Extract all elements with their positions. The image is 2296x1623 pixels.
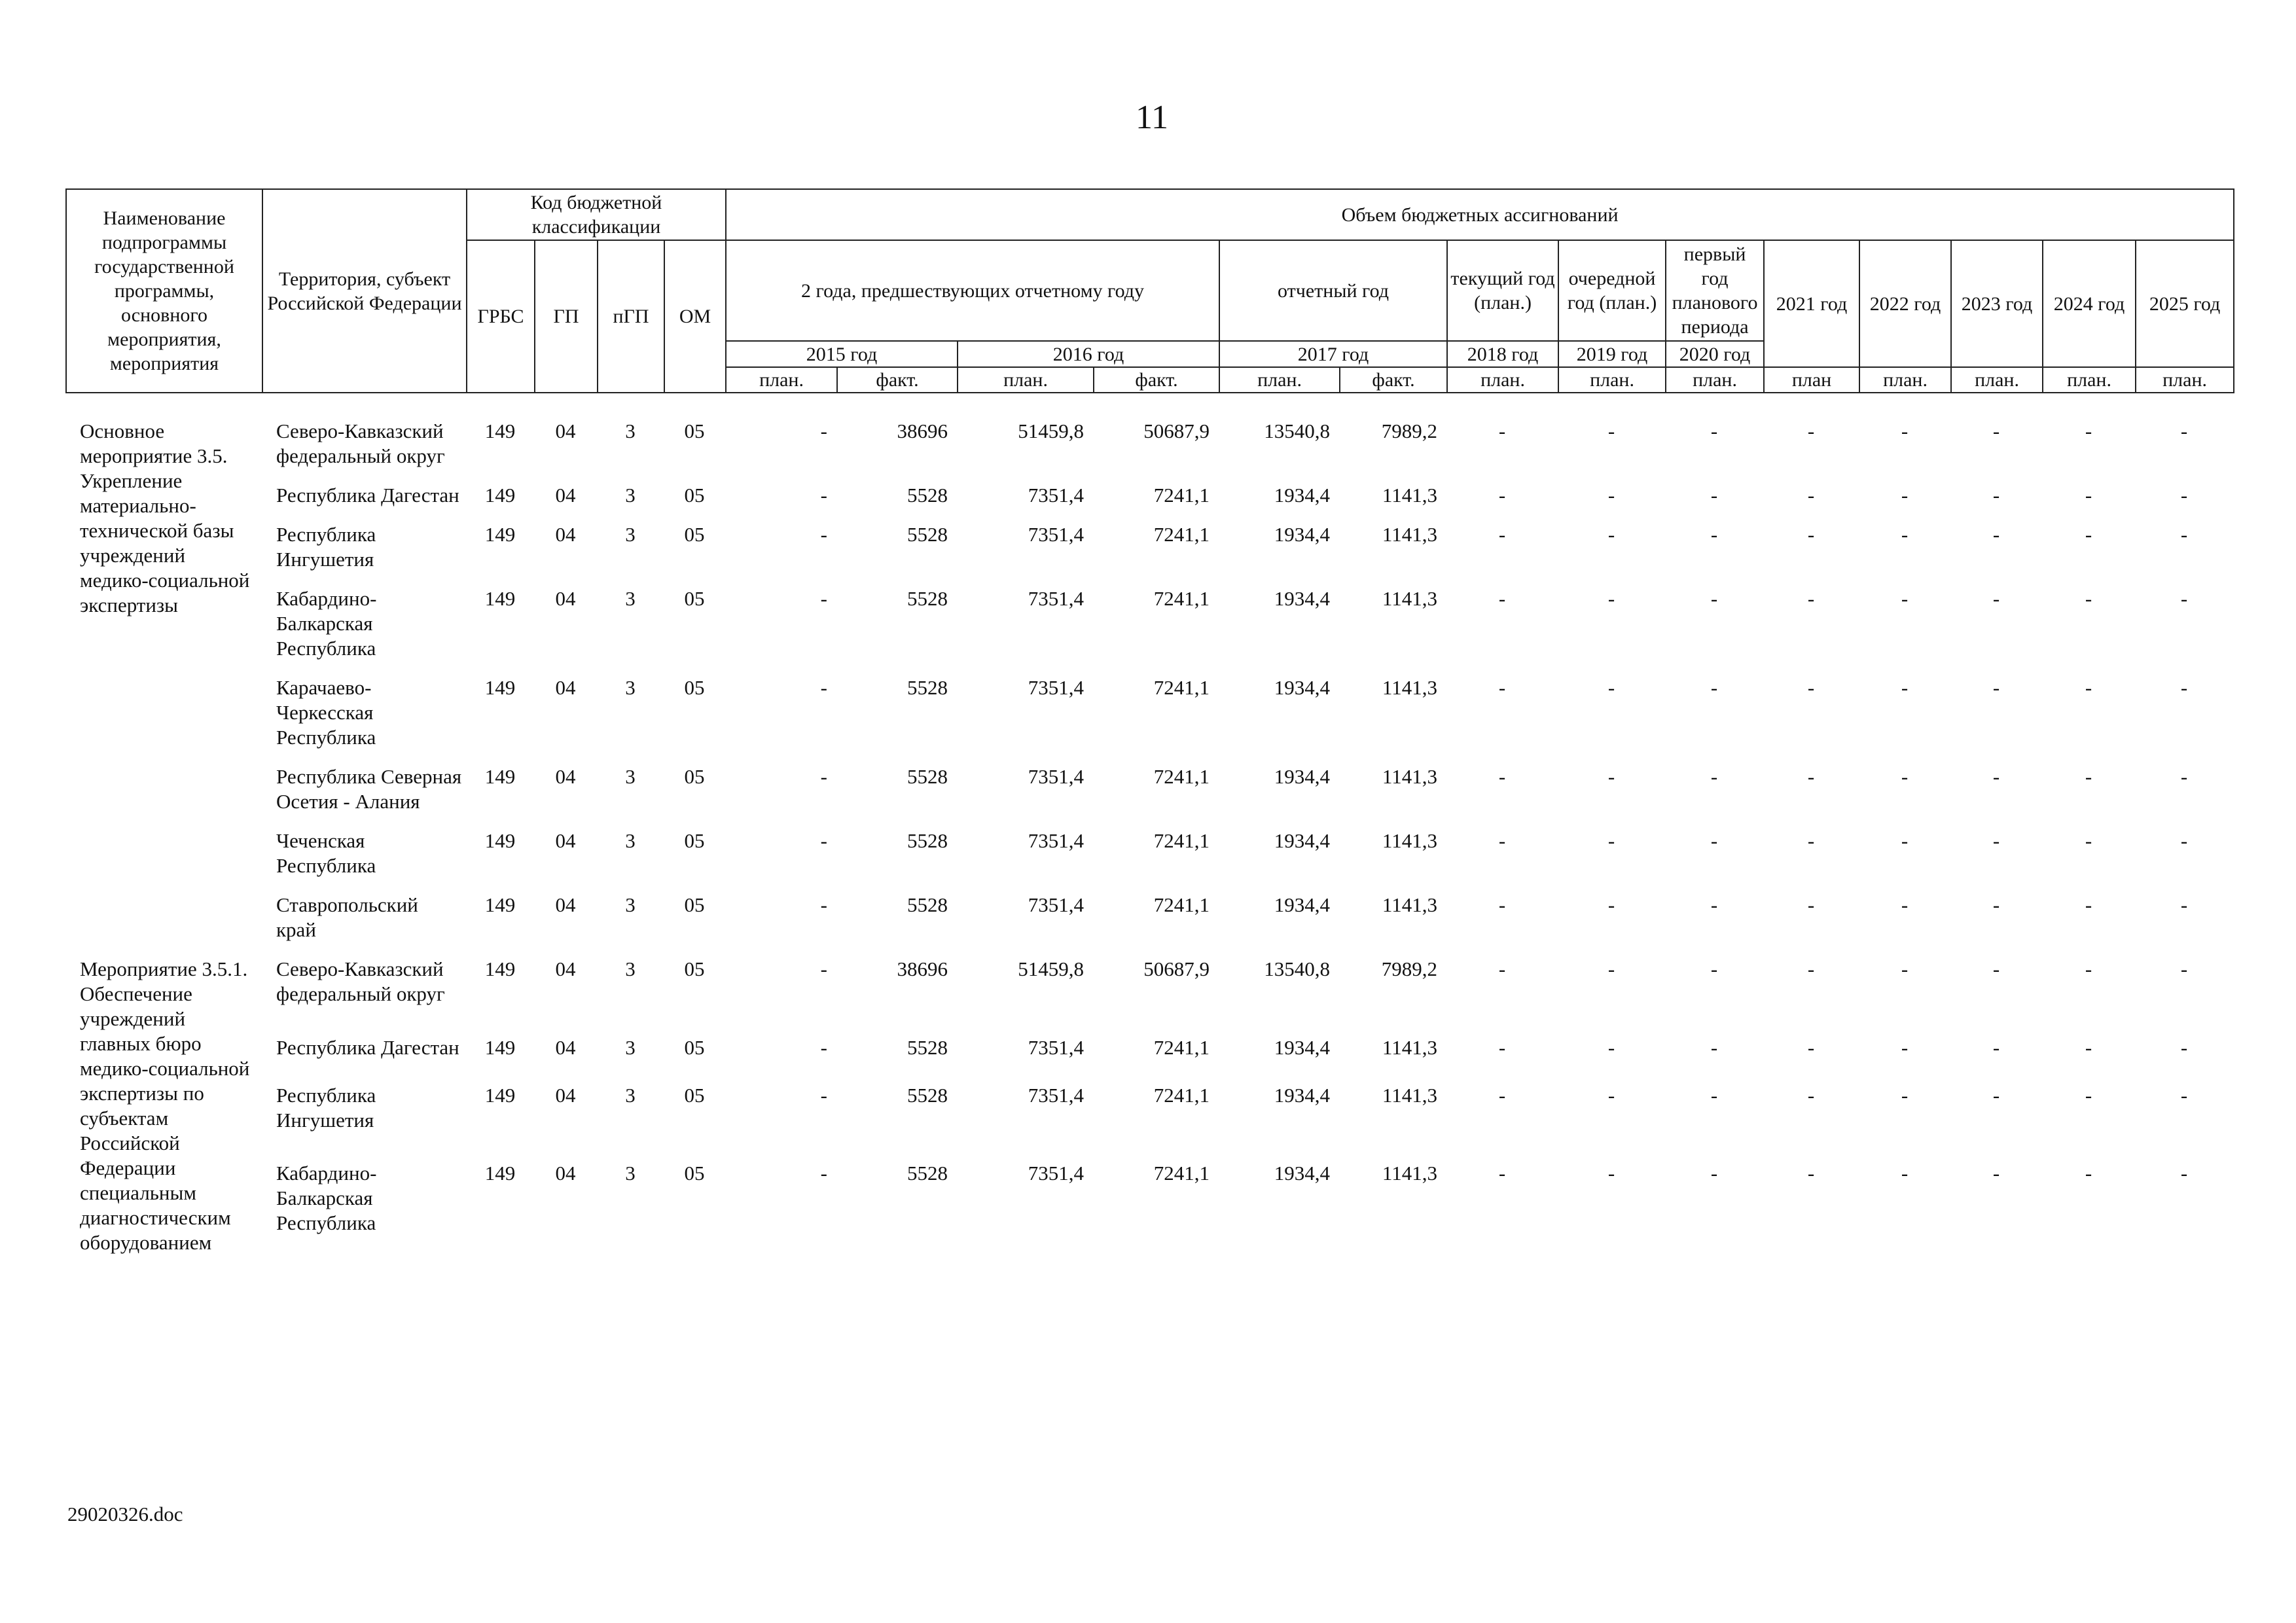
territory-cell: Республика Ингушетия	[276, 523, 376, 571]
header-col-name: Наименование подпрограммы государственной программы, основного мероприятия, мероприятия	[66, 189, 262, 393]
value-cell: 7989,2	[1381, 957, 1437, 980]
header-plan: план	[1764, 367, 1859, 393]
pgp-cell: 3	[625, 1162, 636, 1185]
value-cell: 1934,4	[1274, 1083, 1330, 1107]
territory-cell: Чеченская Республика	[276, 829, 376, 877]
value-cell: 7351,4	[1028, 484, 1084, 507]
value-cell: 5528	[907, 523, 948, 546]
value-cell: -	[1992, 829, 2000, 852]
value-cell: 1141,3	[1382, 587, 1437, 610]
value-cell: 7351,4	[1028, 587, 1084, 610]
value-cell: -	[1607, 893, 1615, 916]
value-cell: -	[1607, 1162, 1615, 1185]
value-cell: -	[1807, 587, 1815, 610]
value-cell: -	[2180, 523, 2188, 546]
value-cell: 5528	[907, 1035, 948, 1059]
value-cell: 1141,3	[1382, 523, 1437, 546]
table-row	[65, 764, 2233, 829]
value-cell: -	[2085, 484, 2092, 507]
om-cell: 05	[684, 419, 705, 442]
gp-cell: 04	[555, 1035, 576, 1059]
table-row	[65, 957, 2233, 1035]
value-cell: 1934,4	[1274, 829, 1330, 852]
value-cell: -	[1498, 1162, 1506, 1185]
value-cell: -	[1807, 893, 1815, 916]
header-pgp: пГП	[598, 240, 664, 393]
header-2017: 2017 год	[1219, 341, 1447, 367]
page-number: 11	[1135, 99, 1169, 136]
value-cell: -	[1901, 676, 1909, 699]
value-cell: -	[1710, 893, 1718, 916]
gp-cell: 04	[555, 676, 576, 699]
value-cell: -	[2180, 829, 2188, 852]
value-cell: -	[820, 1162, 827, 1185]
territory-cell: Ставропольский край	[276, 893, 418, 941]
value-cell: 7241,1	[1153, 829, 1210, 852]
header-prev-two-years: 2 года, предшествующих отчетному году	[726, 240, 1219, 341]
value-cell: -	[2180, 676, 2188, 699]
om-cell: 05	[684, 484, 705, 507]
value-cell: 7989,2	[1381, 419, 1437, 442]
value-cell: -	[1901, 1162, 1909, 1185]
value-cell: 5528	[907, 1162, 948, 1185]
measure-name: Основное мероприятие 3.5. Укрепление материально-технической базы учреждений медико-социальной экспертизы	[80, 419, 250, 616]
table-row	[65, 1035, 2233, 1083]
value-cell: 1141,3	[1382, 829, 1437, 852]
header-current-year: текущий год (план.)	[1447, 240, 1558, 341]
om-cell: 05	[684, 1083, 705, 1107]
value-cell: -	[1607, 957, 1615, 980]
header-2019: 2019 год	[1558, 341, 1666, 367]
value-cell: -	[1498, 419, 1506, 442]
value-cell: 1141,3	[1382, 1162, 1437, 1185]
value-cell: -	[1807, 765, 1815, 788]
territory-cell: Кабардино-Балкарская Республика	[276, 1162, 377, 1235]
header-2023: 2023 год	[1951, 240, 2043, 367]
header-plan: план.	[1951, 367, 2043, 393]
pgp-cell: 3	[625, 957, 636, 980]
value-cell: -	[820, 1035, 827, 1059]
value-cell: -	[1710, 1035, 1718, 1059]
header-2016: 2016 год	[958, 341, 1219, 367]
value-cell: -	[1992, 419, 2000, 442]
file-name: 29020326.doc	[67, 1503, 183, 1525]
value-cell: -	[1607, 676, 1615, 699]
table-body-rows	[65, 419, 2233, 1270]
value-cell: -	[2180, 1162, 2188, 1185]
value-cell: -	[2180, 765, 2188, 788]
measure-name: Мероприятие 3.5.1. Обеспечение учреждений главных бюро медико-социальной экспертизы по субъектам Российской Федерации специальным диагностическим оборудованием	[80, 957, 250, 1254]
value-cell: -	[820, 676, 827, 699]
value-cell: -	[820, 829, 827, 852]
pgp-cell: 3	[625, 484, 636, 507]
pgp-cell: 3	[625, 829, 636, 852]
grbs-cell: 149	[484, 1162, 516, 1185]
value-cell: -	[1498, 893, 1506, 916]
header-grbs: ГРБС	[467, 240, 535, 393]
value-cell: 5528	[907, 676, 948, 699]
table-row	[65, 1161, 2233, 1270]
value-cell: 50687,9	[1143, 957, 1210, 980]
value-cell: -	[1710, 765, 1718, 788]
value-cell: -	[2180, 893, 2188, 916]
header-fact: факт.	[1094, 367, 1219, 393]
om-cell: 05	[684, 829, 705, 852]
value-cell: 51459,8	[1018, 419, 1084, 442]
value-cell: 5528	[907, 765, 948, 788]
value-cell: 7241,1	[1153, 1035, 1210, 1059]
header-fact: факт.	[837, 367, 958, 393]
value-cell: -	[1807, 1035, 1815, 1059]
grbs-cell: 149	[484, 587, 516, 610]
value-cell: -	[2180, 484, 2188, 507]
value-cell: 5528	[907, 1083, 948, 1107]
value-cell: 5528	[907, 587, 948, 610]
value-cell: 1934,4	[1274, 523, 1330, 546]
value-cell: -	[1498, 676, 1506, 699]
value-cell: -	[2085, 893, 2092, 916]
value-cell: 38696	[897, 957, 948, 980]
territory-cell: Кабардино-Балкарская Республика	[276, 587, 377, 660]
value-cell: -	[1992, 893, 2000, 916]
gp-cell: 04	[555, 484, 576, 507]
value-cell: 1934,4	[1274, 676, 1330, 699]
value-cell: -	[820, 587, 827, 610]
value-cell: -	[2085, 829, 2092, 852]
header-code-group: Код бюджетной классификации	[467, 189, 726, 240]
header-2024: 2024 год	[2043, 240, 2136, 367]
grbs-cell: 149	[484, 829, 516, 852]
grbs-cell: 149	[484, 419, 516, 442]
value-cell: -	[1498, 587, 1506, 610]
om-cell: 05	[684, 1162, 705, 1185]
header-volume-group: Объем бюджетных ассигнований	[726, 189, 2234, 240]
value-cell: -	[2180, 957, 2188, 980]
value-cell: -	[1710, 523, 1718, 546]
value-cell: -	[1607, 1035, 1615, 1059]
table-row	[65, 829, 2233, 893]
header-plan: план.	[2043, 367, 2136, 393]
value-cell: 7351,4	[1028, 676, 1084, 699]
value-cell: -	[1992, 1035, 2000, 1059]
value-cell: -	[1807, 957, 1815, 980]
header-plan: план.	[1666, 367, 1764, 393]
value-cell: -	[820, 484, 827, 507]
grbs-cell: 149	[484, 1035, 516, 1059]
value-cell: -	[1992, 484, 2000, 507]
header-2025: 2025 год	[2136, 240, 2234, 367]
value-cell: -	[1901, 1083, 1909, 1107]
gp-cell: 04	[555, 829, 576, 852]
value-cell: 1934,4	[1274, 893, 1330, 916]
value-cell: -	[2085, 676, 2092, 699]
value-cell: 1934,4	[1274, 1035, 1330, 1059]
value-cell: -	[1992, 523, 2000, 546]
territory-cell: Северо-Кавказский федеральный округ	[276, 419, 445, 467]
value-cell: -	[1710, 1083, 1718, 1107]
value-cell: -	[1901, 484, 1909, 507]
territory-cell: Республика Дагестан	[276, 484, 459, 507]
pgp-cell: 3	[625, 587, 636, 610]
value-cell: -	[1498, 957, 1506, 980]
gp-cell: 04	[555, 893, 576, 916]
value-cell: -	[1901, 587, 1909, 610]
value-cell: -	[1607, 523, 1615, 546]
value-cell: -	[1901, 829, 1909, 852]
value-cell: -	[1807, 1162, 1815, 1185]
header-first-plan-year: первый год планового периода	[1666, 240, 1764, 341]
value-cell: 1141,3	[1382, 893, 1437, 916]
om-cell: 05	[684, 765, 705, 788]
value-cell: 1141,3	[1382, 676, 1437, 699]
value-cell: -	[2085, 523, 2092, 546]
value-cell: -	[1901, 957, 1909, 980]
header-plan: план.	[1219, 367, 1340, 393]
value-cell: -	[1992, 957, 2000, 980]
value-cell: 7351,4	[1028, 1162, 1084, 1185]
header-plan: план.	[1859, 367, 1951, 393]
value-cell: -	[1498, 523, 1506, 546]
value-cell: -	[2085, 587, 2092, 610]
value-cell: 7351,4	[1028, 765, 1084, 788]
value-cell: 1141,3	[1382, 484, 1437, 507]
header-2020: 2020 год	[1666, 341, 1764, 367]
header-plan: план.	[1447, 367, 1558, 393]
value-cell: -	[2180, 1083, 2188, 1107]
value-cell: 1934,4	[1274, 587, 1330, 610]
pgp-cell: 3	[625, 1083, 636, 1107]
value-cell: 1141,3	[1382, 1035, 1437, 1059]
value-cell: 7241,1	[1153, 1162, 1210, 1185]
value-cell: -	[1607, 1083, 1615, 1107]
grbs-cell: 149	[484, 1083, 516, 1107]
header-2022: 2022 год	[1859, 240, 1951, 367]
value-cell: -	[820, 893, 827, 916]
value-cell: -	[2085, 1162, 2092, 1185]
value-cell: -	[1807, 676, 1815, 699]
value-cell: 51459,8	[1018, 957, 1084, 980]
om-cell: 05	[684, 676, 705, 699]
value-cell: -	[1807, 523, 1815, 546]
om-cell: 05	[684, 893, 705, 916]
value-cell: -	[2180, 419, 2188, 442]
territory-cell: Республика Дагестан	[276, 1035, 459, 1059]
grbs-cell: 149	[484, 484, 516, 507]
pgp-cell: 3	[625, 523, 636, 546]
grbs-cell: 149	[484, 523, 516, 546]
header-next-year: очередной год (план.)	[1558, 240, 1666, 341]
value-cell: -	[1807, 1083, 1815, 1107]
value-cell: 7241,1	[1153, 1083, 1210, 1107]
value-cell: -	[1901, 419, 1909, 442]
value-cell: -	[1710, 587, 1718, 610]
value-cell: 7351,4	[1028, 1083, 1084, 1107]
value-cell: 1934,4	[1274, 765, 1330, 788]
om-cell: 05	[684, 957, 705, 980]
value-cell: -	[820, 957, 827, 980]
value-cell: 7351,4	[1028, 829, 1084, 852]
header-om: ОМ	[664, 240, 726, 393]
gp-cell: 04	[555, 957, 576, 980]
header-plan: план.	[726, 367, 837, 393]
value-cell: -	[1901, 523, 1909, 546]
value-cell: 7241,1	[1153, 765, 1210, 788]
value-cell: 7351,4	[1028, 893, 1084, 916]
value-cell: -	[1901, 765, 1909, 788]
value-cell: 7241,1	[1153, 676, 1210, 699]
header-gp: ГП	[535, 240, 598, 393]
gp-cell: 04	[555, 1083, 576, 1107]
value-cell: 5528	[907, 893, 948, 916]
value-cell: -	[820, 523, 827, 546]
om-cell: 05	[684, 523, 705, 546]
gp-cell: 04	[555, 419, 576, 442]
header-2021: 2021 год	[1764, 240, 1859, 367]
gp-cell: 04	[555, 1162, 576, 1185]
value-cell: -	[1498, 1083, 1506, 1107]
value-cell: -	[1901, 893, 1909, 916]
value-cell: -	[1710, 676, 1718, 699]
header-plan: план.	[2136, 367, 2234, 393]
value-cell: 7351,4	[1028, 523, 1084, 546]
value-cell: -	[1607, 484, 1615, 507]
pgp-cell: 3	[625, 419, 636, 442]
value-cell: -	[2085, 1083, 2092, 1107]
pgp-cell: 3	[625, 893, 636, 916]
header-plan: план.	[1558, 367, 1666, 393]
pgp-cell: 3	[625, 676, 636, 699]
value-cell: 38696	[897, 419, 948, 442]
value-cell: 1934,4	[1274, 1162, 1330, 1185]
value-cell: 7241,1	[1153, 523, 1210, 546]
gp-cell: 04	[555, 587, 576, 610]
table-row	[65, 522, 2233, 586]
header-plan: план.	[958, 367, 1094, 393]
grbs-cell: 149	[484, 893, 516, 916]
table-row	[65, 419, 2233, 483]
table-row	[65, 586, 2233, 675]
value-cell: 7241,1	[1153, 587, 1210, 610]
header-2018: 2018 год	[1447, 341, 1558, 367]
territory-cell: Карачаево-Черкесская Республика	[276, 676, 376, 749]
value-cell: -	[1498, 765, 1506, 788]
territory-cell: Северо-Кавказский федеральный округ	[276, 957, 445, 1005]
table-row	[65, 893, 2233, 957]
value-cell: -	[1498, 484, 1506, 507]
value-cell: -	[1901, 1035, 1909, 1059]
value-cell: -	[2085, 765, 2092, 788]
value-cell: -	[1710, 419, 1718, 442]
value-cell: -	[1498, 1035, 1506, 1059]
om-cell: 05	[684, 587, 705, 610]
pgp-cell: 3	[625, 1035, 636, 1059]
value-cell: -	[1710, 484, 1718, 507]
value-cell: -	[820, 765, 827, 788]
value-cell: -	[1607, 765, 1615, 788]
table-row	[65, 675, 2233, 764]
value-cell: -	[1710, 829, 1718, 852]
value-cell: -	[1992, 587, 2000, 610]
value-cell: 7241,1	[1153, 484, 1210, 507]
om-cell: 05	[684, 1035, 705, 1059]
value-cell: 5528	[907, 484, 948, 507]
value-cell: -	[1992, 765, 2000, 788]
grbs-cell: 149	[484, 957, 516, 980]
territory-cell: Республика Ингушетия	[276, 1083, 376, 1132]
value-cell: -	[1710, 1162, 1718, 1185]
value-cell: -	[1807, 419, 1815, 442]
value-cell: -	[2085, 957, 2092, 980]
grbs-cell: 149	[484, 676, 516, 699]
table-header	[65, 188, 2234, 393]
value-cell: 13540,8	[1264, 957, 1330, 980]
value-cell: -	[2085, 419, 2092, 442]
value-cell: -	[1992, 1162, 2000, 1185]
header-fact: факт.	[1340, 367, 1447, 393]
value-cell: 7351,4	[1028, 1035, 1084, 1059]
gp-cell: 04	[555, 523, 576, 546]
gp-cell: 04	[555, 765, 576, 788]
value-cell: -	[2085, 1035, 2092, 1059]
value-cell: -	[820, 1083, 827, 1107]
value-cell: -	[1807, 484, 1815, 507]
value-cell: -	[2180, 1035, 2188, 1059]
value-cell: -	[1992, 676, 2000, 699]
value-cell: -	[1992, 1083, 2000, 1107]
value-cell: 1934,4	[1274, 484, 1330, 507]
value-cell: -	[1607, 829, 1615, 852]
value-cell: -	[1607, 419, 1615, 442]
table-row	[65, 1083, 2233, 1162]
value-cell: 1141,3	[1382, 765, 1437, 788]
header-report-year: отчетный год	[1219, 240, 1447, 341]
value-cell: 50687,9	[1143, 419, 1210, 442]
value-cell: -	[1710, 957, 1718, 980]
value-cell: -	[2180, 587, 2188, 610]
value-cell: 7241,1	[1153, 893, 1210, 916]
value-cell: -	[1807, 829, 1815, 852]
value-cell: -	[820, 419, 827, 442]
value-cell: 5528	[907, 829, 948, 852]
header-2015: 2015 год	[726, 341, 958, 367]
value-cell: 1141,3	[1382, 1083, 1437, 1107]
header-col-territory: Территория, субъект Российской Федерации	[262, 189, 467, 393]
value-cell: 13540,8	[1264, 419, 1330, 442]
territory-cell: Республика Северная Осетия - Алания	[276, 765, 462, 813]
table-body	[65, 419, 2233, 1270]
grbs-cell: 149	[484, 765, 516, 788]
table-row	[65, 483, 2233, 522]
pgp-cell: 3	[625, 765, 636, 788]
value-cell: -	[1607, 587, 1615, 610]
value-cell: -	[1498, 829, 1506, 852]
